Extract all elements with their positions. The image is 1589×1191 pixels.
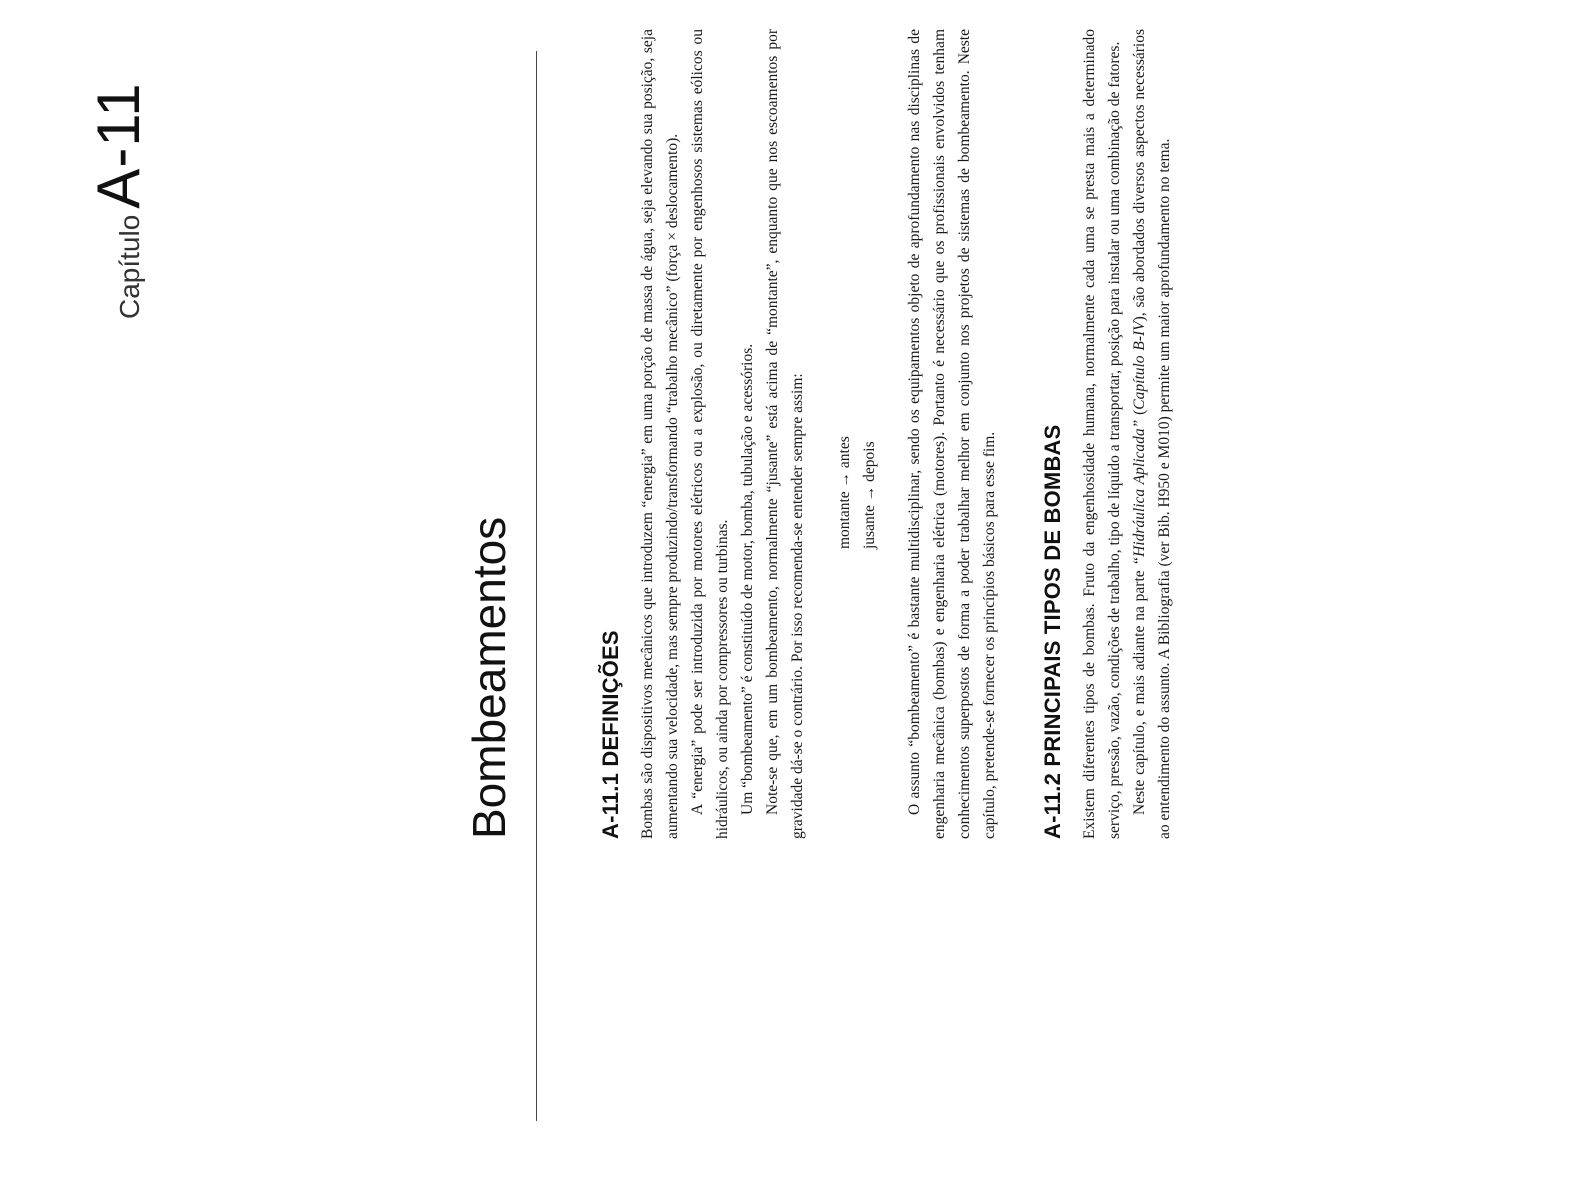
paragraph xyxy=(1127,29,1177,839)
section-pump-types xyxy=(1040,29,1177,839)
text-run: ), são abordados diversos aspectos necessários ao entendimento do assunto. A Bibliografia (ver Bib. H950 e M010) permite um maior aprofundamento no tema. xyxy=(1131,28,1173,839)
chapter-label: Capítulo xyxy=(114,214,145,319)
page-title: Bombeamentos xyxy=(463,516,515,839)
section-definitions xyxy=(598,29,1002,839)
paragraph: O assunto “bombeamento” é bastante multidisciplinar, sendo os equipamentos objeto de aprofundamento nas disciplinas de engenharia mecânica (bombas) e engenharia elétrica (motores). Portanto é necessário que os profissionais envolvidos tenham conhecimentos superpostos de forma a poder trabalhar melhor em conjunto nos projetos de sistemas de bombeamento. Neste capítulo, pretende-se fornecer os princípios básicos para esse fim. xyxy=(906,29,998,839)
paragraph: A “energia” pode ser introduzida por motores elétricos ou a explosão, ou diretamente por engenhosos sistemas eólicos ou hidráulicos, ou ainda por compressores ou turbinas. xyxy=(689,29,731,839)
paragraph: Existem diferentes tipos de bombas. Fruto da engenhosidade humana, normalmente cada uma se presta mais a determinado serviço, pressão, vazão, condições de trabalho, tipo de líquido a transportar, posição para instalar ou uma combinação de fatores. xyxy=(1081,29,1123,839)
chapter-heading xyxy=(84,19,224,319)
arrow-definitions xyxy=(832,29,882,549)
paragraph: Um “bombeamento” é constituído de motor, bomba, tubulação e acessórios. xyxy=(739,343,756,815)
divider-rule xyxy=(536,51,537,1121)
italic-reference: Capítulo B-IV xyxy=(1131,321,1148,410)
paragraph: Note-se que, em um bombeamento, normalmente “jusante” está acima de “montante”, enquanto que nos escoamentos por gravidade dá-se o contrário. Por isso recomenda-se entender sempre assim: xyxy=(764,29,806,839)
arrow-line: montante → antes xyxy=(836,436,853,549)
chapter-number: A-11 xyxy=(85,82,152,209)
paragraph: Bombas são dispositivos mecânicos que introduzem “energia” em uma porção de massa de água, seja elevando sua posição, seja aumentando sua velocidade, mas sempre produzindo/transformando “trabalho mecânico” (força × deslocamento). xyxy=(639,29,681,839)
body-content xyxy=(598,29,1177,839)
italic-reference: “Hidráulica Aplicada” xyxy=(1131,419,1148,566)
arrow-line: jusante → depois xyxy=(861,441,878,549)
text-run: Neste capítulo, e mais adiante na parte xyxy=(1131,565,1148,815)
section-heading-definitions: A-11.1 DEFINIÇÕES xyxy=(598,630,623,839)
section-heading-pump-types: A-11.2 PRINCIPAIS TIPOS DE BOMBAS xyxy=(1040,424,1065,839)
text-run: ( xyxy=(1131,409,1148,420)
